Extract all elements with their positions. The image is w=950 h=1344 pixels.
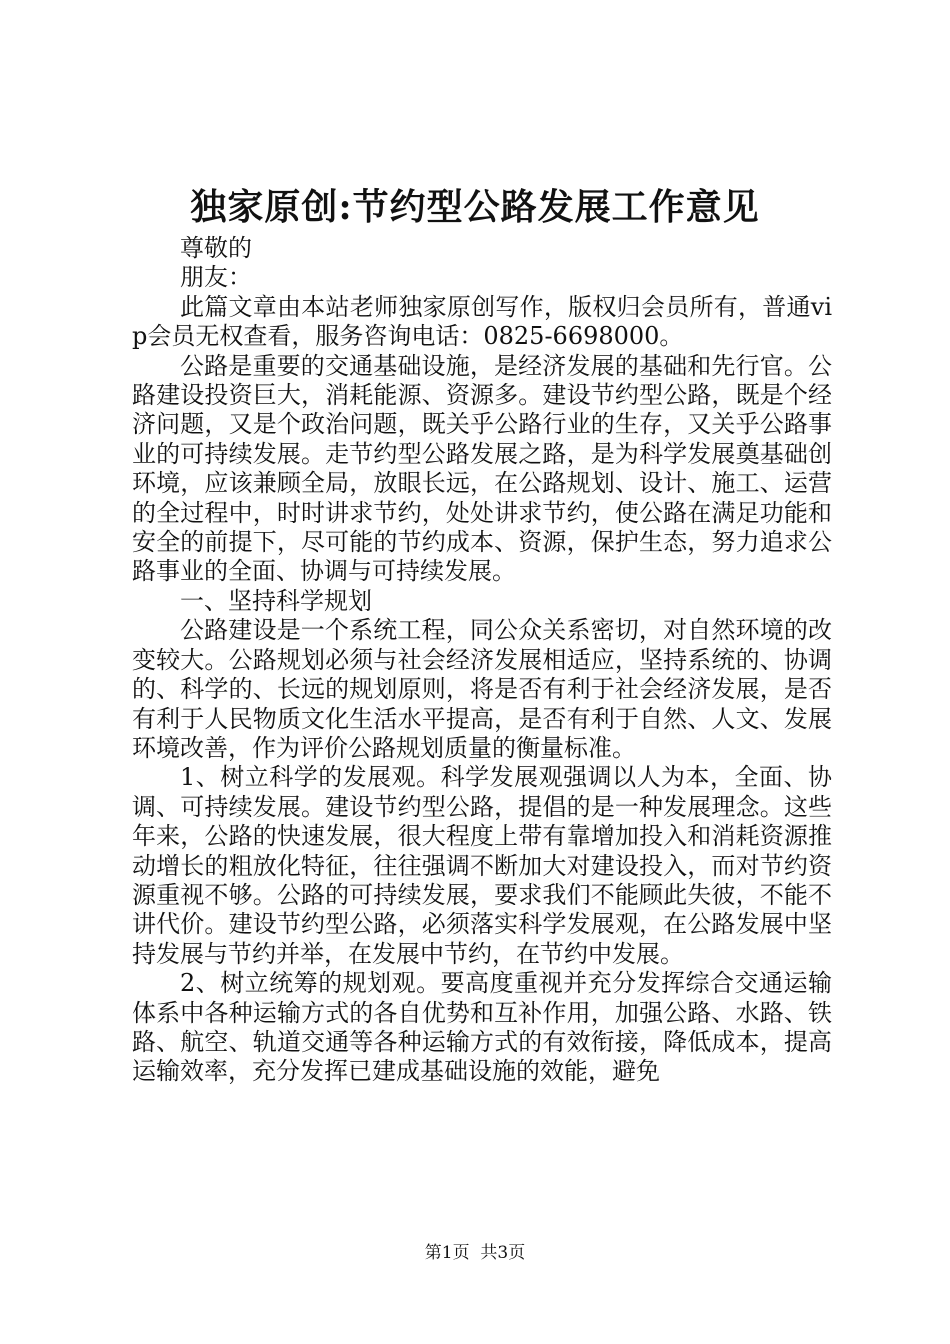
greeting-line-1: 尊敬的 bbox=[180, 234, 252, 262]
page-footer bbox=[0, 1241, 950, 1265]
document-title: 独家原创:节约型公路发展工作意见 bbox=[190, 186, 760, 228]
point-2-paragraph: 2、树立统筹的规划观。要高度重视并充分发挥综合交通运输体系中各种运输方式的各自优势和互补作用，加强公路、水路、铁路、航空、轨道交通等各种运输方式的有效衔接，降低成本，提高运输效率，充分发挥已建成基础设施的效能，避免 bbox=[132, 969, 832, 1086]
intro-paragraph: 公路是重要的交通基础设施，是经济发展的基础和先行官。公路建设投资巨大，消耗能源、资源多。建设节约型公路，既是个经济问题，又是个政治问题，既关乎公路行业的生存，又关乎公路事业的可持续发展。走节约型公路发展之路，是为科学发展奠基础创环境，应该兼顾全局，放眼长远，在公路规划、设计、施工、运营的全过程中，时时讲求节约，处处讲求节约，使公路在满足功能和安全的前提下，尽可能的节约成本、资源，保护生态，努力追求公路事业的全面、协调与可持续发展。 bbox=[132, 351, 832, 586]
document-body bbox=[132, 234, 832, 1087]
section-paragraph: 公路建设是一个系统工程，同公众关系密切，对自然环境的改变较大。公路规划必须与社会经济发展相适应，坚持系统的、协调的、科学的、长远的规划原则，将是否有利于社会经济发展，是否有利于人民物质文化生活水平提高，是否有利于自然、人文、发展环境改善，作为评价公路规划质量的衡量标准。 bbox=[132, 616, 832, 762]
copyright-notice-paragraph: 此篇文章由本站老师独家原创写作，版权归会员所有，普通vip会员无权查看，服务咨询电话：0825-6698000。 bbox=[132, 292, 832, 351]
greeting-line-2: 朋友： bbox=[180, 263, 252, 292]
page-total: 共3页 bbox=[480, 1243, 526, 1263]
point-1-paragraph: 1、树立科学的发展观。科学发展观强调以人为本，全面、协调、可持续发展。建设节约型公路，提倡的是一种发展理念。这些年来，公路的快速发展，很大程度上带有靠增加投入和消耗资源推动增长的粗放化特征，往往强调不断加大对建设投入，而对节约资源重视不够。公路的可持续发展，要求我们不能顾此失彼，不能不讲代价。建设节约型公路，必须落实科学发展观，在公路发展中坚持发展与节约并举，在发展中节约，在节约中发展。 bbox=[132, 763, 832, 968]
section-heading: 一、坚持科学规划 bbox=[180, 586, 372, 615]
page-number: 第1页 bbox=[424, 1243, 470, 1263]
